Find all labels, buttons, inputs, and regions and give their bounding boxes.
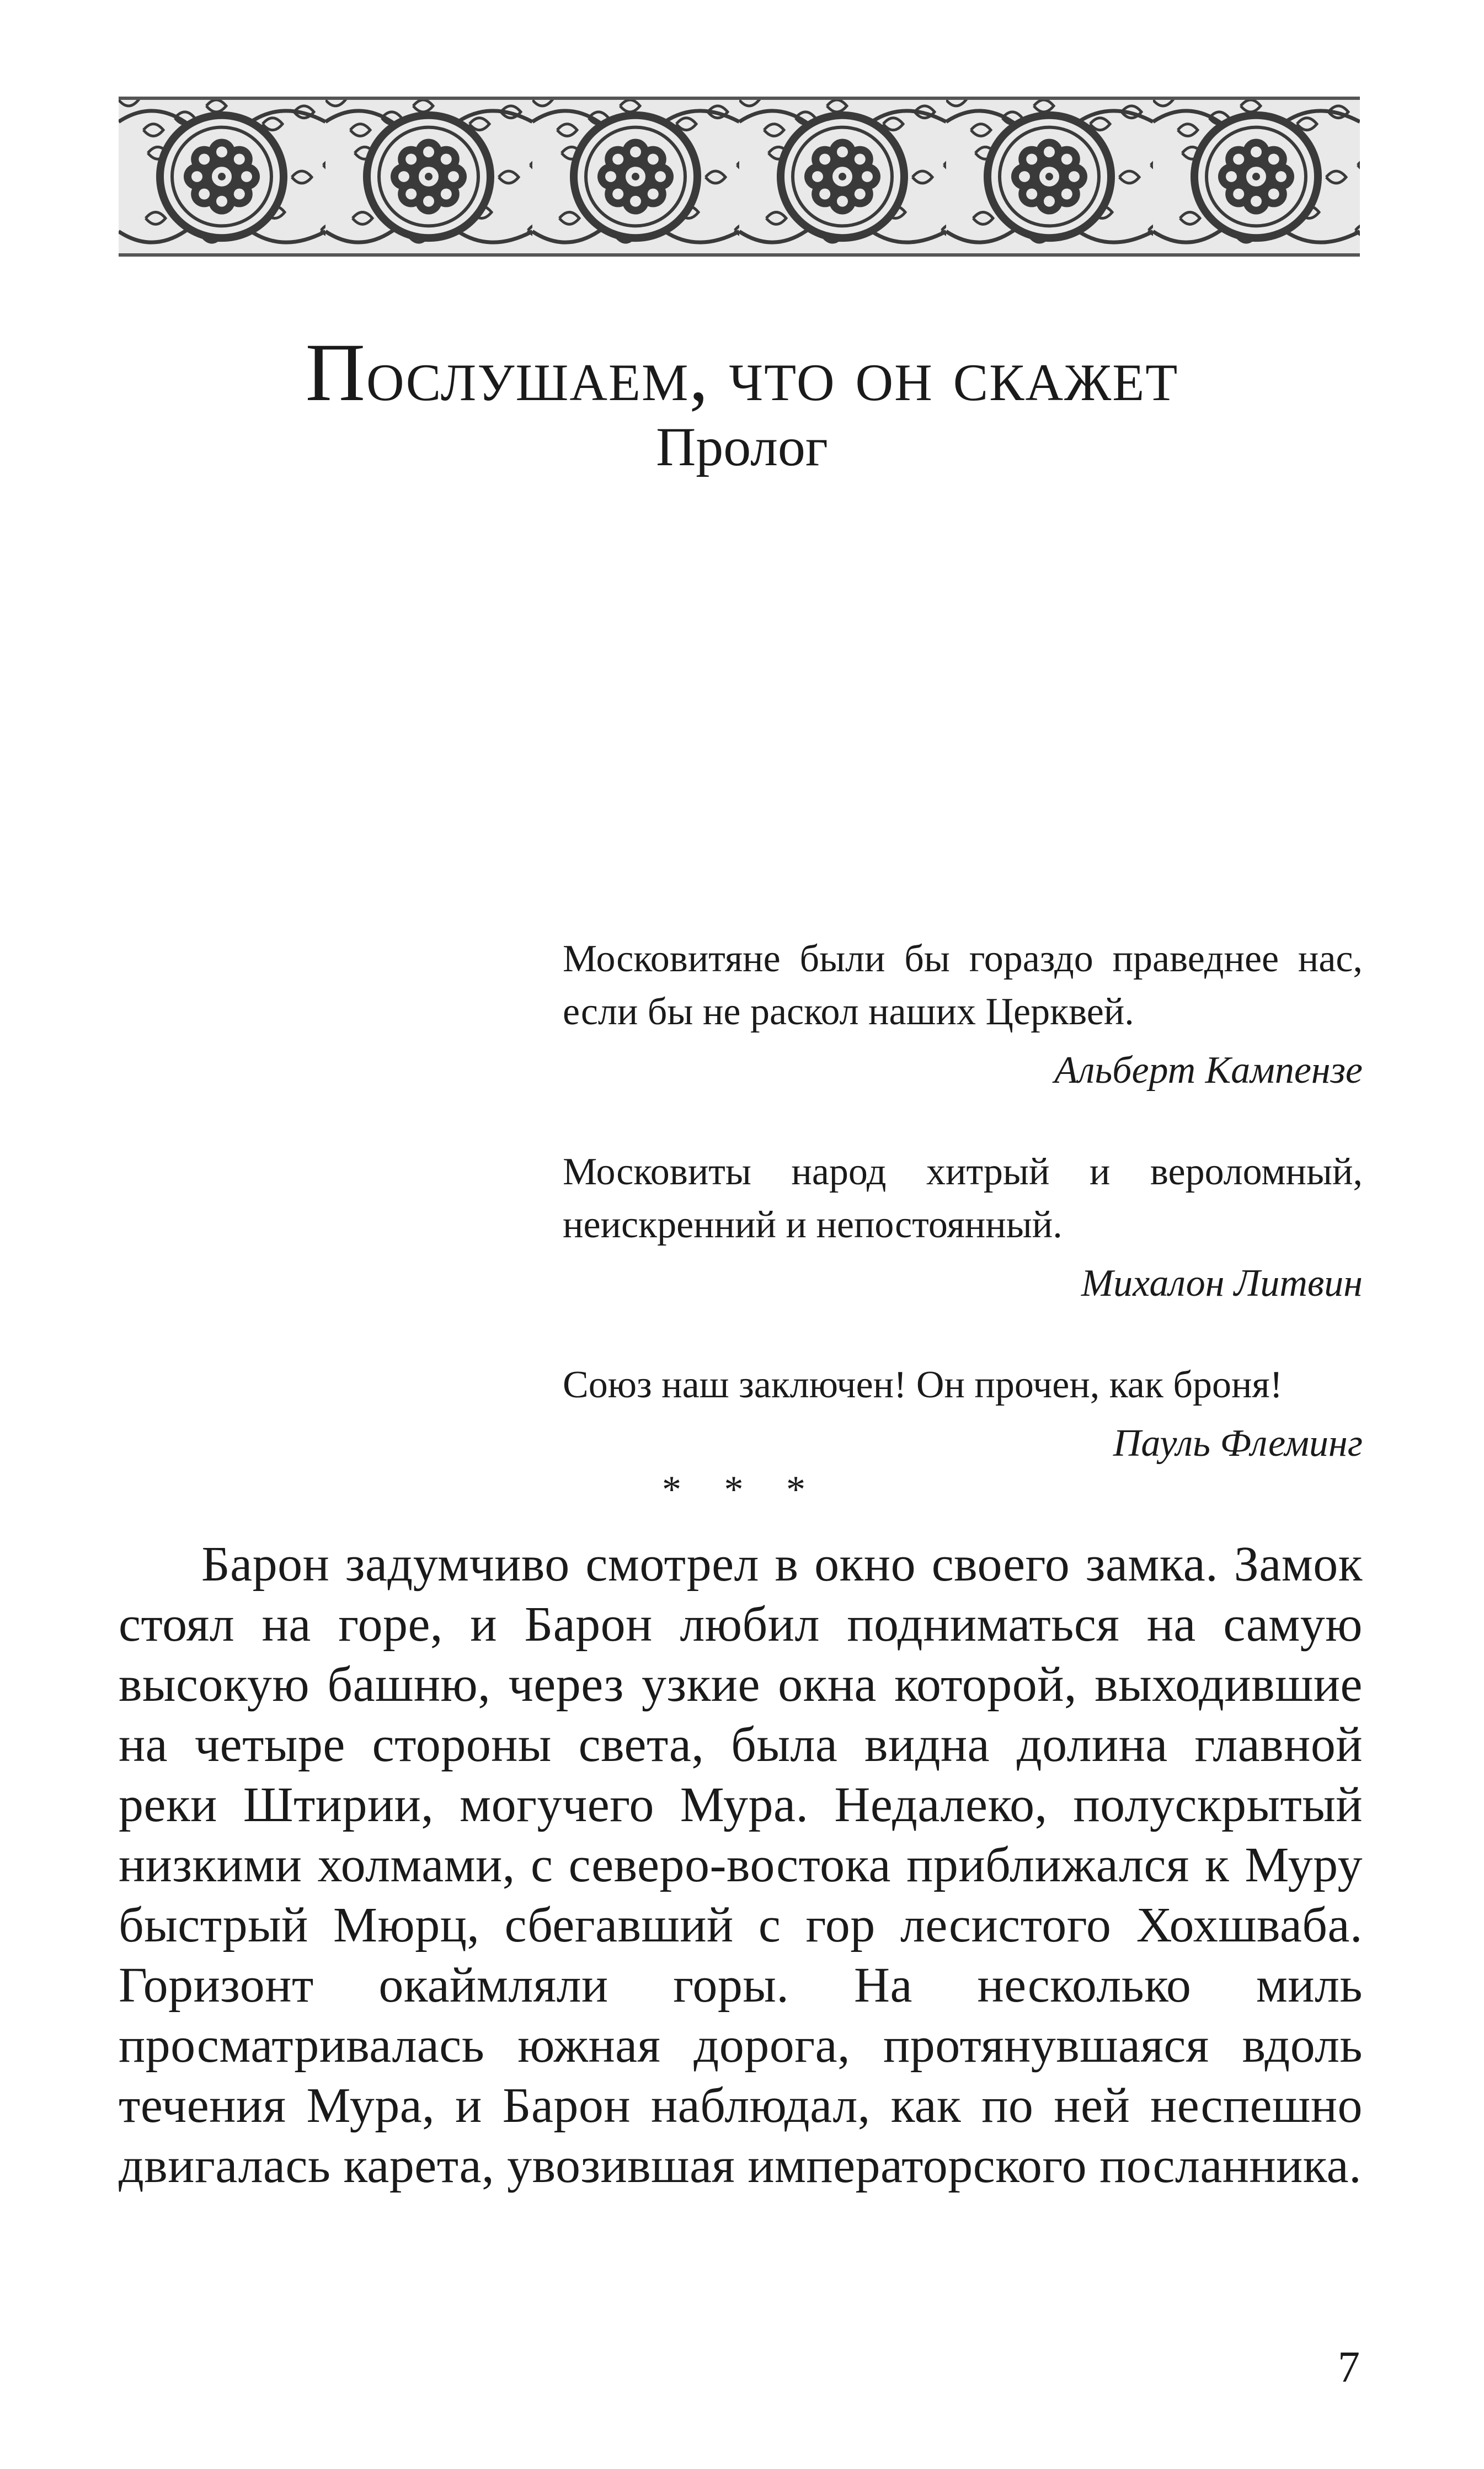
rosette-ornament-icon — [739, 100, 946, 253]
epigraph-block — [563, 933, 1363, 1470]
epigraph — [563, 933, 1363, 1097]
rosette-ornament-icon — [946, 100, 1153, 253]
epigraph — [563, 1359, 1363, 1470]
chapter-subtitle: Пролог — [656, 416, 828, 477]
header-ornament-band — [119, 97, 1360, 257]
body-paragraph: Барон задумчиво смотрел в окно своего замка. Замок стоял на горе, и Барон любил подниматься на самую высокую башню, через узкие окна которой, выходившие на четыре стороны света, была видна долина главной реки Штирии, могучего Мура. Недалеко, полускрытый низкими холмами, с северо-востока приближался к Муру быстрый Мюрц, сбегавший с гор лесистого Хохшваба. Горизонт окаймляли горы. На несколько миль просматривалась южная дорога, протянувшаяся вдоль течения Мура, и Барон наблюдал, как по ней неспешно двигалась карета, увозившая императорского посланника. — [119, 1537, 1363, 2193]
epigraph — [563, 1146, 1363, 1310]
epigraph-text: Московитяне были бы гораздо праведнее нас, если бы не раскол наших Церквей. — [563, 938, 1363, 1033]
section-separator: * * * — [662, 1468, 822, 1511]
rosette-ornament-icon — [1153, 100, 1360, 253]
rosette-ornament-icon — [119, 100, 325, 253]
page-number: 7 — [1338, 2343, 1360, 2392]
epigraph-text: Московиты народ хитрый и вероломный, неискренний и непостоянный. — [563, 1151, 1363, 1246]
chapter-title-initial: П — [305, 327, 367, 418]
rosette-ornament-icon — [532, 100, 739, 253]
chapter-title-rest: ослушаем, что он скажет — [366, 334, 1179, 417]
epigraph-author: Альберт Кампензе — [1054, 1049, 1363, 1092]
epigraph-author: Пауль Флеминг — [1113, 1422, 1363, 1465]
rosette-ornament-icon — [325, 100, 532, 253]
epigraph-text: Союз наш заключен! Он прочен, как броня! — [563, 1364, 1283, 1406]
chapter-title — [0, 327, 1484, 418]
epigraph-author: Михалон Литвин — [1081, 1262, 1363, 1305]
